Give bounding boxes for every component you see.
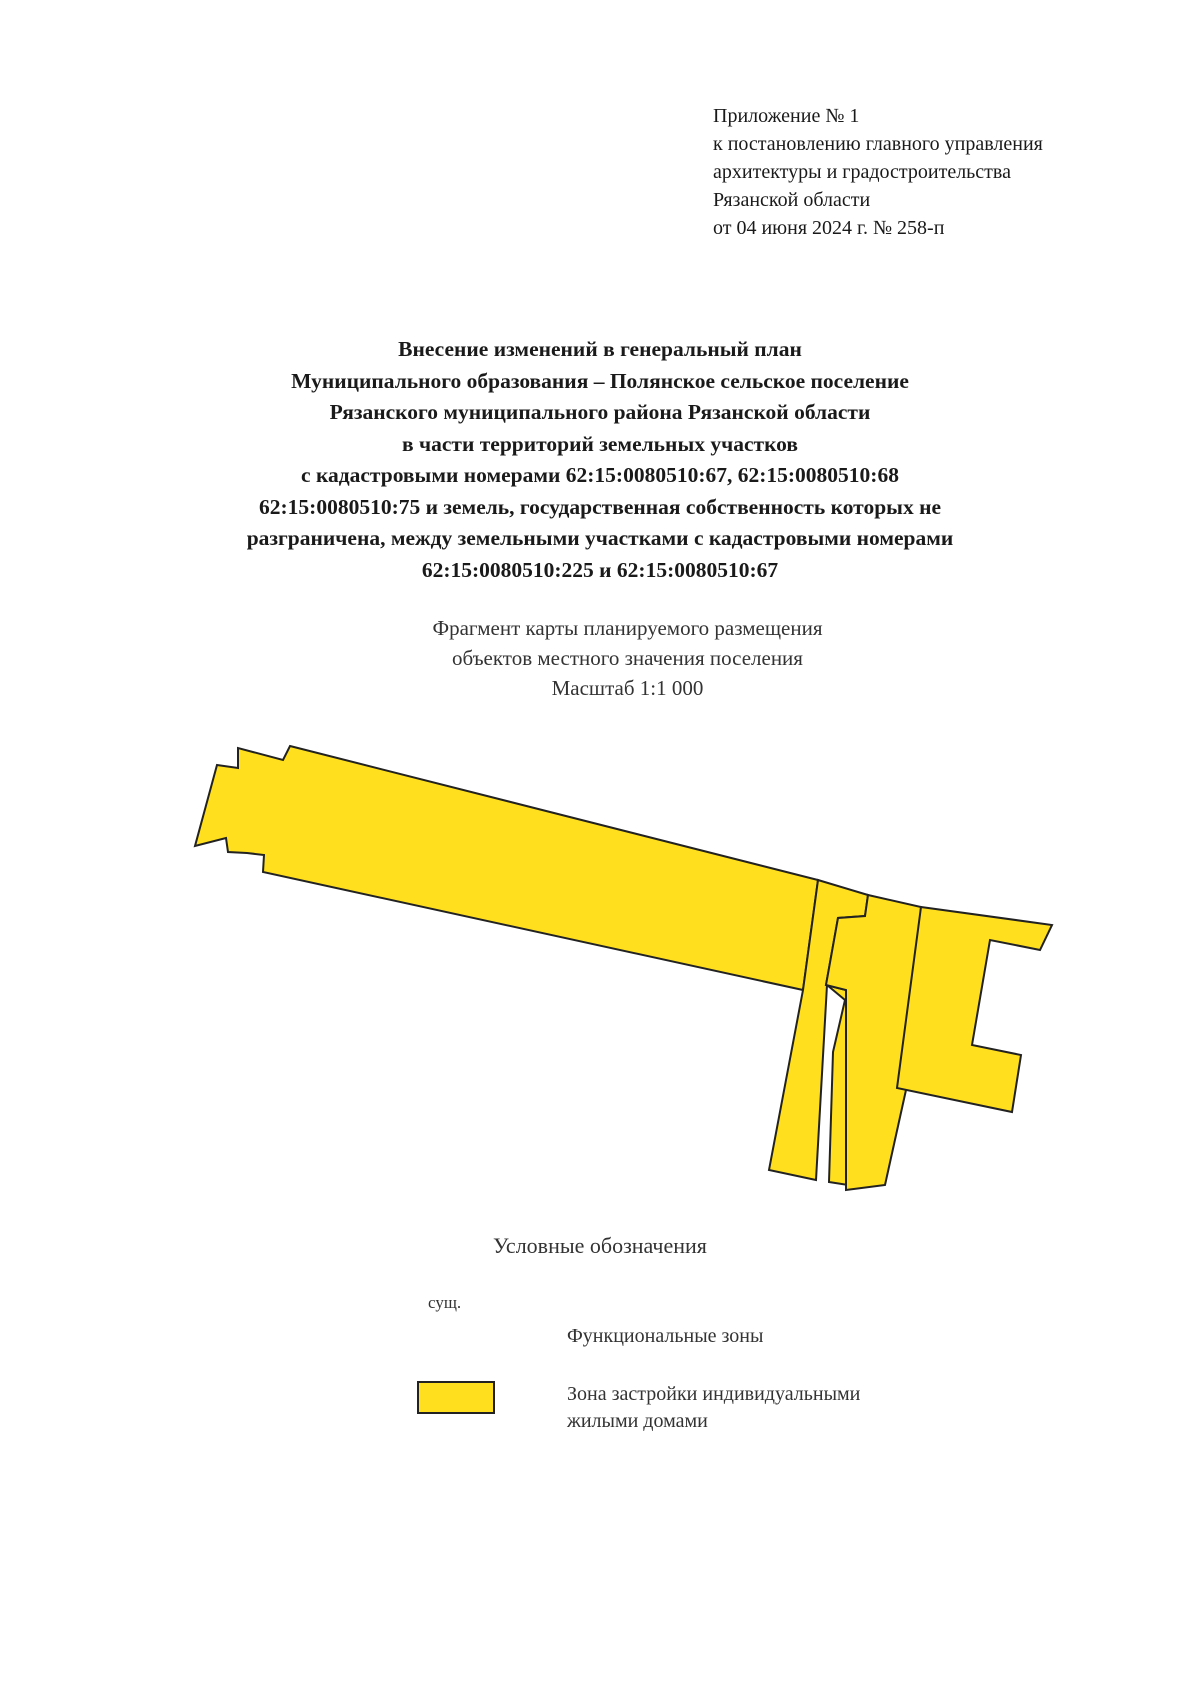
appendix-line: Приложение № 1 — [713, 105, 860, 127]
title-line: Рязанского муниципального района Рязанской области — [329, 400, 871, 424]
legend-existing-label: сущ. — [428, 1293, 462, 1312]
title-line: в части территорий земельных участков — [401, 431, 799, 456]
legend-zone-swatch — [417, 1381, 495, 1414]
title-line: 62:15:0080510:225 и 62:15:0080510:67 — [421, 557, 779, 582]
legend-zone-label-line: жилыми домами — [567, 1410, 708, 1432]
legend-title: Условные обозначения — [493, 1233, 707, 1258]
title-line: 62:15:0080510:75 и земель, государственная собственность которых не — [259, 494, 941, 519]
title-line: Внесение изменений в генеральный план — [398, 337, 802, 361]
appendix-line: к постановлению главного управления — [713, 133, 1043, 155]
title-line: Муниципального образования – Полянское сельское поселение — [291, 368, 909, 393]
legend-zone-label-line: Зона застройки индивидуальными — [567, 1383, 861, 1405]
appendix-line: от 04 июня 2024 г. № 258-п — [713, 217, 945, 239]
subtitle-line: объектов местного значения поселения — [452, 646, 803, 670]
subtitle-line: Фрагмент карты планируемого размещения — [432, 616, 823, 640]
subtitle-line: Масштаб 1:1 000 — [551, 676, 704, 700]
zone-parcel-right — [897, 907, 1052, 1112]
legend-zone-label — [567, 1381, 860, 1435]
title-line: разграничена, между земельными участками с кадастровыми номерами — [246, 526, 954, 550]
legend-section-label: Функциональные зоны — [567, 1325, 764, 1347]
appendix-line: архитектуры и градостроительства — [713, 161, 1011, 183]
title-line: с кадастровыми номерами 62:15:0080510:67, 62:15:0080510:68 — [301, 463, 899, 487]
appendix-line: Рязанской области — [713, 189, 871, 211]
zone-parcel-main — [195, 746, 818, 990]
